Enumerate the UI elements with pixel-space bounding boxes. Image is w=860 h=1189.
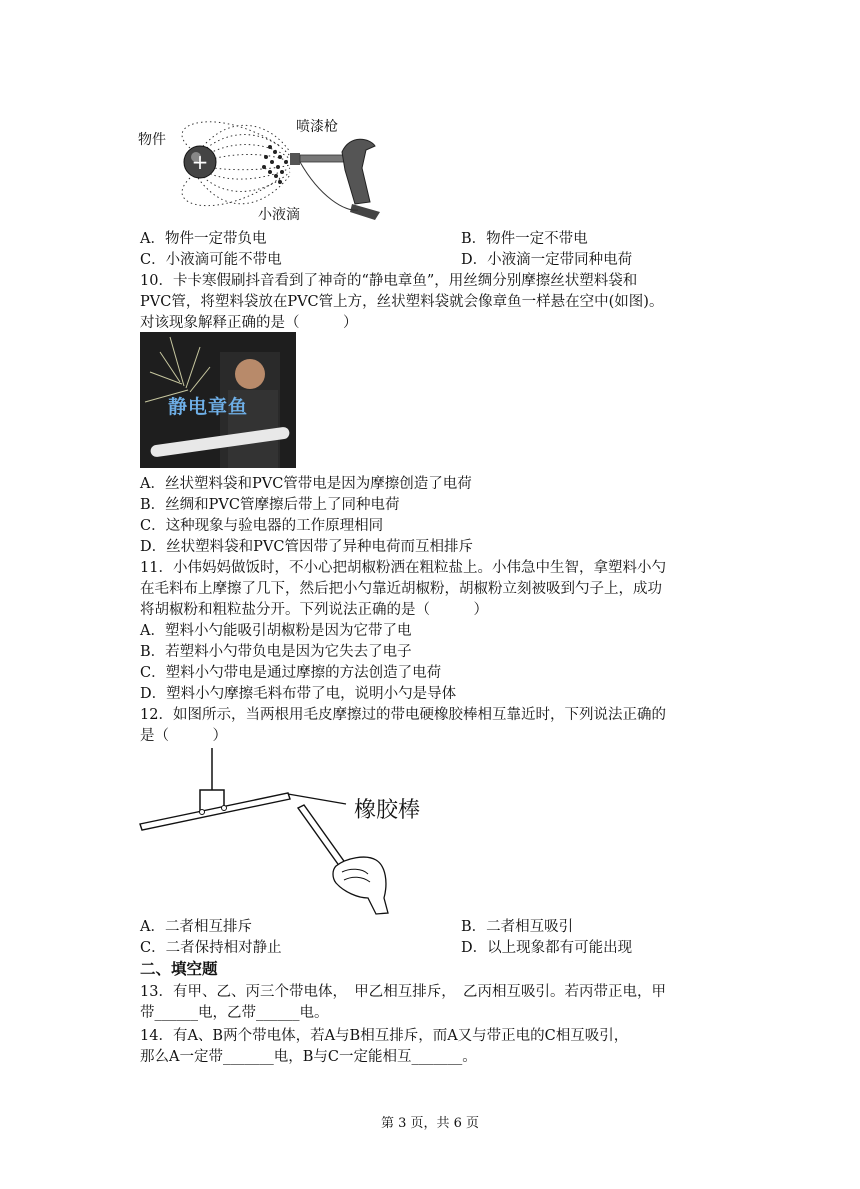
label-droplet: 小液滴 (258, 207, 300, 223)
q10-option-a: A．丝状塑料袋和PVC管带电是因为摩擦创造了电荷 (140, 476, 472, 492)
q13-stem-line1: 13．有甲、乙、丙三个带电体， 甲乙相互排斥， 乙丙相互吸引。若丙带正电，甲 (140, 984, 666, 1000)
q11-stem-line1: 11．小伟妈妈做饭时，不小心把胡椒粉洒在粗粒盐上。小伟急中生智，拿塑料小勺 (140, 560, 666, 576)
static-octopus-photo (140, 332, 296, 468)
q11-option-b: B．若塑料小勺带负电是因为它失去了电子 (140, 644, 412, 660)
q14-stem-line1: 14．有A、B两个带电体，若A与B相互排斥，而A又与带正电的C相互吸引， (140, 1028, 629, 1044)
q10-option-b: B．丝绸和PVC管摩擦后带上了同种电荷 (140, 497, 400, 513)
section-title-fill-in: 二、填空题 (140, 960, 218, 978)
q14-stem-line2: 那么A一定带_______电，B与C一定能相互_______。 (140, 1049, 477, 1065)
label-object: 物件 (138, 132, 166, 148)
q12-option-a: A．二者相互排斥 (140, 919, 252, 935)
q11-option-a: A．塑料小勺能吸引胡椒粉是因为它带了电 (140, 623, 412, 639)
photo-caption: 静电章鱼 (168, 396, 249, 418)
q12-option-d: D．以上现象都有可能出现 (461, 940, 633, 956)
q11-option-c: C．塑料小勺带电是通过摩擦的方法创造了电荷 (140, 665, 442, 681)
rubber-rod-figure (136, 748, 456, 918)
page-footer: 第 3 页，共 6 页 (380, 1116, 480, 1131)
q12-option-b: B．二者相互吸引 (461, 919, 574, 935)
rubber-rod-label: 橡胶棒 (354, 798, 421, 823)
q11-stem-line3: 将胡椒粉和粗粒盐分开。下列说法正确的是（ ） (140, 602, 488, 618)
q13-stem-line2: 带______电，乙带______电。 (140, 1005, 329, 1021)
q12-stem-line1: 12．如图所示，当两根用毛皮摩擦过的带电硬橡胶棒相互靠近时，下列说法正确的 (140, 707, 666, 723)
q9-option-d: D．小液滴一定带同种电荷 (461, 252, 633, 268)
q12-option-c: C．二者保持相对静止 (140, 940, 282, 956)
q9-option-a: A．物件一定带负电 (140, 231, 267, 247)
q11-stem-line2: 在毛料布上摩擦了几下，然后把小勺靠近胡椒粉，胡椒粉立刻被吸到勺子上，成功 (140, 581, 662, 597)
q10-stem-line1: 10．卡卡寒假刷抖音看到了神奇的“静电章鱼”，用丝绸分别摩擦丝状塑料袋和 (140, 273, 638, 289)
q9-option-c: C．小液滴可能不带电 (140, 252, 282, 268)
q12-stem-line2: 是（ ） (140, 728, 227, 744)
q10-stem-line3: 对该现象解释正确的是（ ） (140, 315, 358, 331)
q10-option-d: D．丝状塑料袋和PVC管因带了异种电荷而互相排斥 (140, 539, 473, 555)
spray-gun-figure (130, 112, 430, 227)
q10-stem-line2: PVC管，将塑料袋放在PVC管上方，丝状塑料袋就会像章鱼一样悬在空中(如图)。 (140, 294, 664, 310)
object-charge-symbol: + (191, 150, 209, 174)
q10-option-c: C．这种现象与验电器的工作原理相同 (140, 518, 384, 534)
q9-option-b: B．物件一定不带电 (461, 231, 588, 247)
label-spray-gun: 喷漆枪 (296, 119, 338, 135)
q11-option-d: D．塑料小勺摩擦毛料布带了电，说明小勺是导体 (140, 686, 457, 702)
